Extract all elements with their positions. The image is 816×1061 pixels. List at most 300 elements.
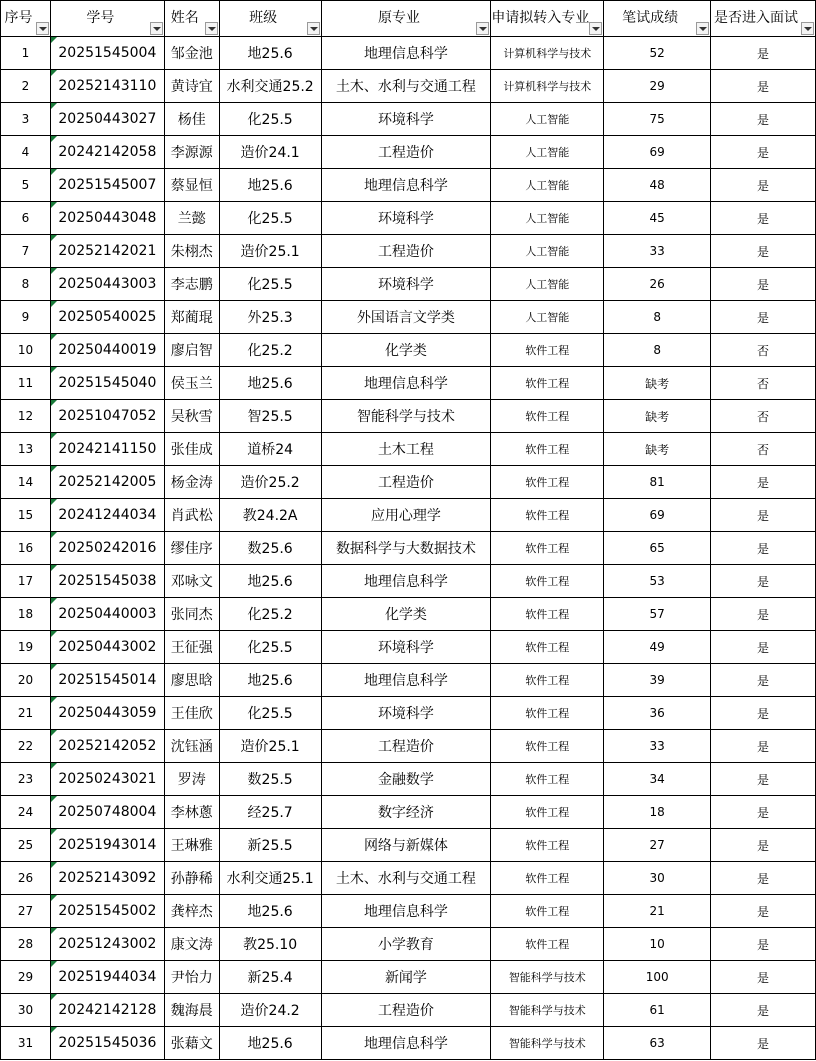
cell-interview[interactable] xyxy=(711,598,816,631)
cell-original-major[interactable] xyxy=(321,928,491,961)
cell-score[interactable] xyxy=(604,499,711,532)
cell-target-major[interactable] xyxy=(491,301,604,334)
cell-name[interactable] xyxy=(164,136,219,169)
cell-score[interactable] xyxy=(604,37,711,70)
cell-name[interactable] xyxy=(164,169,219,202)
cell-interview[interactable] xyxy=(711,829,816,862)
cell-original-major-text: 化学类 xyxy=(384,343,427,359)
cell-original-major[interactable] xyxy=(321,169,491,202)
cell-score[interactable] xyxy=(604,730,711,763)
cell-name[interactable] xyxy=(164,829,219,862)
filter-dropdown-icon[interactable] xyxy=(476,22,489,35)
cell-seq[interactable] xyxy=(1,796,51,829)
cell-seq[interactable] xyxy=(1,268,51,301)
cell-score[interactable] xyxy=(604,994,711,1027)
filter-dropdown-icon[interactable] xyxy=(205,22,218,35)
cell-name-text: 王佳欣 xyxy=(170,706,213,722)
cell-seq[interactable] xyxy=(1,763,51,796)
cell-original-major[interactable] xyxy=(321,631,491,664)
cell-seq[interactable] xyxy=(1,697,51,730)
cell-class[interactable] xyxy=(219,598,321,631)
cell-interview-text: 是 xyxy=(756,211,769,226)
cell-interview[interactable] xyxy=(711,235,816,268)
cell-original-major[interactable] xyxy=(321,862,491,895)
cell-original-major[interactable] xyxy=(321,697,491,730)
cell-class[interactable] xyxy=(219,301,321,334)
cell-original-major[interactable] xyxy=(321,235,491,268)
cell-seq[interactable] xyxy=(1,37,51,70)
cell-student-id[interactable] xyxy=(50,136,164,169)
cell-class[interactable] xyxy=(219,961,321,994)
cell-original-major[interactable] xyxy=(321,598,491,631)
cell-class[interactable] xyxy=(219,466,321,499)
cell-target-major-text: 人工智能 xyxy=(525,278,570,291)
cell-name[interactable] xyxy=(164,994,219,1027)
cell-name[interactable] xyxy=(164,103,219,136)
cell-target-major[interactable] xyxy=(491,862,604,895)
cell-target-major[interactable] xyxy=(491,499,604,532)
cell-interview[interactable] xyxy=(711,994,816,1027)
cell-original-major[interactable] xyxy=(321,433,491,466)
cell-target-major[interactable] xyxy=(491,664,604,697)
cell-target-major[interactable] xyxy=(491,235,604,268)
cell-interview[interactable] xyxy=(711,301,816,334)
cell-interview[interactable] xyxy=(711,697,816,730)
cell-student-id[interactable] xyxy=(50,268,164,301)
cell-original-major[interactable] xyxy=(321,895,491,928)
cell-name[interactable] xyxy=(164,37,219,70)
cell-interview[interactable] xyxy=(711,70,816,103)
cell-seq[interactable] xyxy=(1,598,51,631)
cell-interview[interactable] xyxy=(711,532,816,565)
cell-student-id[interactable] xyxy=(50,598,164,631)
filter-dropdown-icon[interactable] xyxy=(696,22,709,35)
cell-class[interactable] xyxy=(219,829,321,862)
cell-name-text: 张佳成 xyxy=(170,442,213,458)
cell-target-major-text: 软件工程 xyxy=(525,905,570,918)
cell-seq-text: 18 xyxy=(17,607,34,621)
cell-name[interactable] xyxy=(164,433,219,466)
cell-student-id[interactable] xyxy=(50,103,164,136)
filter-dropdown-icon[interactable] xyxy=(150,22,163,35)
cell-target-major[interactable] xyxy=(491,367,604,400)
cell-name[interactable] xyxy=(164,268,219,301)
cell-target-major[interactable] xyxy=(491,598,604,631)
cell-seq[interactable] xyxy=(1,433,51,466)
cell-target-major[interactable] xyxy=(491,334,604,367)
cell-score-text: 100 xyxy=(645,970,669,984)
cell-student-id[interactable] xyxy=(50,235,164,268)
cell-seq[interactable] xyxy=(1,301,51,334)
table-row xyxy=(1,763,816,796)
cell-seq[interactable] xyxy=(1,664,51,697)
cell-original-major[interactable] xyxy=(321,400,491,433)
cell-target-major[interactable] xyxy=(491,268,604,301)
cell-seq[interactable] xyxy=(1,334,51,367)
cell-class[interactable] xyxy=(219,37,321,70)
cell-target-major[interactable] xyxy=(491,169,604,202)
cell-name[interactable] xyxy=(164,928,219,961)
cell-student-id[interactable] xyxy=(50,895,164,928)
cell-name[interactable] xyxy=(164,202,219,235)
cell-interview[interactable] xyxy=(711,763,816,796)
cell-class[interactable] xyxy=(219,367,321,400)
cell-target-major[interactable] xyxy=(491,829,604,862)
cell-class[interactable] xyxy=(219,631,321,664)
cell-score[interactable] xyxy=(604,367,711,400)
cell-name-text: 朱栩杰 xyxy=(170,244,213,260)
cell-student-id[interactable] xyxy=(50,928,164,961)
cell-target-major[interactable] xyxy=(491,895,604,928)
cell-name-text: 廖启智 xyxy=(170,343,213,359)
cell-seq[interactable] xyxy=(1,235,51,268)
cell-interview[interactable] xyxy=(711,631,816,664)
cell-original-major-text: 地理信息科学 xyxy=(363,46,448,62)
cell-original-major[interactable] xyxy=(321,796,491,829)
cell-student-id-text: 20251047052 xyxy=(58,408,157,424)
cell-name[interactable] xyxy=(164,862,219,895)
cell-name[interactable] xyxy=(164,895,219,928)
cell-score[interactable] xyxy=(604,895,711,928)
cell-score-text: 49 xyxy=(649,640,665,654)
cell-original-major[interactable] xyxy=(321,466,491,499)
cell-interview[interactable] xyxy=(711,367,816,400)
cell-interview[interactable] xyxy=(711,202,816,235)
cell-original-major[interactable] xyxy=(321,70,491,103)
cell-target-major[interactable] xyxy=(491,796,604,829)
cell-seq[interactable] xyxy=(1,169,51,202)
cell-class[interactable] xyxy=(219,796,321,829)
cell-seq[interactable] xyxy=(1,532,51,565)
cell-student-id[interactable] xyxy=(50,961,164,994)
cell-student-id[interactable] xyxy=(50,565,164,598)
cell-target-major[interactable] xyxy=(491,37,604,70)
cell-name[interactable] xyxy=(164,532,219,565)
cell-interview-text: 是 xyxy=(756,244,769,259)
cell-original-major[interactable] xyxy=(321,301,491,334)
cell-name[interactable] xyxy=(164,367,219,400)
cell-student-id[interactable] xyxy=(50,70,164,103)
cell-name-text: 邹金池 xyxy=(170,46,213,62)
cell-name-text: 侯玉兰 xyxy=(170,376,213,392)
cell-student-id[interactable] xyxy=(50,730,164,763)
cell-interview[interactable] xyxy=(711,433,816,466)
cell-name[interactable] xyxy=(164,697,219,730)
cell-interview[interactable] xyxy=(711,136,816,169)
cell-class[interactable] xyxy=(219,136,321,169)
cell-class[interactable] xyxy=(219,532,321,565)
cell-seq-text: 26 xyxy=(17,871,34,885)
cell-class[interactable] xyxy=(219,1027,321,1060)
cell-target-major[interactable] xyxy=(491,136,604,169)
cell-interview[interactable] xyxy=(711,862,816,895)
cell-student-id[interactable] xyxy=(50,202,164,235)
cell-seq[interactable] xyxy=(1,928,51,961)
cell-seq[interactable] xyxy=(1,730,51,763)
cell-score[interactable] xyxy=(604,400,711,433)
cell-interview[interactable] xyxy=(711,1027,816,1060)
cell-original-major[interactable] xyxy=(321,763,491,796)
cell-interview-text: 是 xyxy=(756,574,769,589)
cell-score[interactable] xyxy=(604,697,711,730)
table-row xyxy=(1,169,816,202)
cell-class[interactable] xyxy=(219,697,321,730)
cell-class[interactable] xyxy=(219,763,321,796)
cell-score[interactable] xyxy=(604,169,711,202)
cell-original-major[interactable] xyxy=(321,499,491,532)
cell-score-text: 63 xyxy=(649,1036,665,1050)
cell-class[interactable] xyxy=(219,895,321,928)
cell-score[interactable] xyxy=(604,466,711,499)
cell-student-id[interactable] xyxy=(50,400,164,433)
cell-seq[interactable] xyxy=(1,103,51,136)
cell-name[interactable] xyxy=(164,796,219,829)
cell-interview[interactable] xyxy=(711,334,816,367)
cell-target-major[interactable] xyxy=(491,70,604,103)
cell-class[interactable] xyxy=(219,730,321,763)
cell-score[interactable] xyxy=(604,796,711,829)
cell-name[interactable] xyxy=(164,565,219,598)
cell-original-major[interactable] xyxy=(321,268,491,301)
cell-original-major[interactable] xyxy=(321,367,491,400)
cell-score[interactable] xyxy=(604,961,711,994)
cell-class[interactable] xyxy=(219,433,321,466)
cell-target-major-text: 软件工程 xyxy=(525,641,570,654)
cell-score-text: 30 xyxy=(649,871,665,885)
cell-target-major[interactable] xyxy=(491,928,604,961)
cell-seq[interactable] xyxy=(1,994,51,1027)
cell-original-major[interactable] xyxy=(321,961,491,994)
cell-score[interactable] xyxy=(604,268,711,301)
cell-original-major[interactable] xyxy=(321,334,491,367)
cell-interview[interactable] xyxy=(711,928,816,961)
cell-score[interactable] xyxy=(604,928,711,961)
header-target-major xyxy=(491,1,604,37)
cell-interview[interactable] xyxy=(711,796,816,829)
cell-class[interactable] xyxy=(219,664,321,697)
cell-target-major[interactable] xyxy=(491,730,604,763)
cell-score[interactable] xyxy=(604,532,711,565)
cell-target-major[interactable] xyxy=(491,961,604,994)
cell-score[interactable] xyxy=(604,202,711,235)
cell-interview-text: 是 xyxy=(756,706,769,721)
cell-original-major[interactable] xyxy=(321,664,491,697)
cell-student-id[interactable] xyxy=(50,862,164,895)
cell-student-id[interactable] xyxy=(50,367,164,400)
cell-class[interactable] xyxy=(219,70,321,103)
cell-student-id[interactable] xyxy=(50,763,164,796)
cell-class[interactable] xyxy=(219,565,321,598)
cell-seq-text: 9 xyxy=(21,310,30,324)
cell-student-id[interactable] xyxy=(50,37,164,70)
cell-name[interactable] xyxy=(164,664,219,697)
cell-class[interactable] xyxy=(219,169,321,202)
cell-class-text: 造价25.1 xyxy=(240,739,300,755)
cell-target-major[interactable] xyxy=(491,433,604,466)
cell-interview[interactable] xyxy=(711,400,816,433)
cell-interview[interactable] xyxy=(711,730,816,763)
cell-class[interactable] xyxy=(219,334,321,367)
cell-target-major-text: 软件工程 xyxy=(525,674,570,687)
cell-name[interactable] xyxy=(164,631,219,664)
cell-score[interactable] xyxy=(604,334,711,367)
cell-target-major[interactable] xyxy=(491,400,604,433)
cell-seq[interactable] xyxy=(1,70,51,103)
cell-score-text: 48 xyxy=(649,178,665,192)
cell-student-id[interactable] xyxy=(50,499,164,532)
cell-target-major[interactable] xyxy=(491,565,604,598)
cell-interview[interactable] xyxy=(711,565,816,598)
cell-student-id[interactable] xyxy=(50,532,164,565)
cell-score[interactable] xyxy=(604,631,711,664)
cell-score[interactable] xyxy=(604,862,711,895)
cell-interview[interactable] xyxy=(711,895,816,928)
cell-score-text: 69 xyxy=(649,145,665,159)
cell-class[interactable] xyxy=(219,103,321,136)
cell-name[interactable] xyxy=(164,334,219,367)
cell-seq[interactable] xyxy=(1,829,51,862)
cell-class[interactable] xyxy=(219,994,321,1027)
cell-original-major-text: 环境科学 xyxy=(377,277,434,293)
cell-target-major-text: 软件工程 xyxy=(525,806,570,819)
cell-target-major[interactable] xyxy=(491,763,604,796)
cell-interview-text: 是 xyxy=(756,772,769,787)
cell-interview[interactable] xyxy=(711,169,816,202)
cell-original-major[interactable] xyxy=(321,103,491,136)
cell-target-major[interactable] xyxy=(491,994,604,1027)
cell-score[interactable] xyxy=(604,1027,711,1060)
cell-interview[interactable] xyxy=(711,664,816,697)
cell-original-major[interactable] xyxy=(321,565,491,598)
cell-score-text: 36 xyxy=(649,706,665,720)
cell-original-major[interactable] xyxy=(321,202,491,235)
cell-seq[interactable] xyxy=(1,565,51,598)
cell-score[interactable] xyxy=(604,664,711,697)
cell-original-major[interactable] xyxy=(321,829,491,862)
cell-score[interactable] xyxy=(604,598,711,631)
cell-name-text: 缪佳序 xyxy=(170,541,213,557)
cell-interview[interactable] xyxy=(711,961,816,994)
cell-name[interactable] xyxy=(164,301,219,334)
cell-student-id[interactable] xyxy=(50,697,164,730)
cell-name[interactable] xyxy=(164,730,219,763)
cell-student-id[interactable] xyxy=(50,169,164,202)
cell-name[interactable] xyxy=(164,70,219,103)
cell-original-major[interactable] xyxy=(321,994,491,1027)
header-score-label: 笔试成绩 xyxy=(622,10,679,26)
cell-class[interactable] xyxy=(219,499,321,532)
cell-score-text: 21 xyxy=(649,904,665,918)
cell-seq[interactable] xyxy=(1,136,51,169)
cell-target-major-text: 软件工程 xyxy=(525,575,570,588)
cell-name[interactable] xyxy=(164,1027,219,1060)
cell-class[interactable] xyxy=(219,235,321,268)
cell-class[interactable] xyxy=(219,400,321,433)
cell-score[interactable] xyxy=(604,829,711,862)
cell-name[interactable] xyxy=(164,235,219,268)
cell-seq[interactable] xyxy=(1,202,51,235)
cell-class[interactable] xyxy=(219,202,321,235)
cell-target-major[interactable] xyxy=(491,631,604,664)
cell-student-id[interactable] xyxy=(50,796,164,829)
cell-seq[interactable] xyxy=(1,895,51,928)
cell-score[interactable] xyxy=(604,136,711,169)
cell-seq[interactable] xyxy=(1,466,51,499)
cell-target-major[interactable] xyxy=(491,697,604,730)
cell-student-id[interactable] xyxy=(50,433,164,466)
cell-seq[interactable] xyxy=(1,400,51,433)
cell-name[interactable] xyxy=(164,466,219,499)
cell-student-id[interactable] xyxy=(50,1027,164,1060)
cell-interview[interactable] xyxy=(711,103,816,136)
cell-interview[interactable] xyxy=(711,268,816,301)
cell-student-id[interactable] xyxy=(50,631,164,664)
cell-class[interactable] xyxy=(219,928,321,961)
cell-name-text: 廖思晗 xyxy=(170,673,213,689)
cell-original-major[interactable] xyxy=(321,136,491,169)
filter-dropdown-icon[interactable] xyxy=(589,22,602,35)
cell-seq[interactable] xyxy=(1,1027,51,1060)
cell-interview[interactable] xyxy=(711,37,816,70)
cell-seq[interactable] xyxy=(1,367,51,400)
cell-score[interactable] xyxy=(604,70,711,103)
filter-dropdown-icon[interactable] xyxy=(801,22,814,35)
cell-name[interactable] xyxy=(164,400,219,433)
cell-original-major[interactable] xyxy=(321,37,491,70)
cell-student-id[interactable] xyxy=(50,301,164,334)
cell-name[interactable] xyxy=(164,763,219,796)
cell-target-major[interactable] xyxy=(491,202,604,235)
cell-seq-text: 27 xyxy=(17,904,34,918)
cell-seq[interactable] xyxy=(1,499,51,532)
table-row xyxy=(1,1027,816,1060)
cell-original-major[interactable] xyxy=(321,1027,491,1060)
cell-score[interactable] xyxy=(604,103,711,136)
cell-interview[interactable] xyxy=(711,466,816,499)
cell-original-major[interactable] xyxy=(321,730,491,763)
cell-target-major[interactable] xyxy=(491,1027,604,1060)
cell-seq[interactable] xyxy=(1,631,51,664)
cell-class[interactable] xyxy=(219,862,321,895)
cell-name-text: 张藉文 xyxy=(170,1036,213,1052)
cell-name[interactable] xyxy=(164,598,219,631)
cell-target-major[interactable] xyxy=(491,466,604,499)
cell-student-id[interactable] xyxy=(50,829,164,862)
cell-student-id[interactable] xyxy=(50,334,164,367)
cell-score[interactable] xyxy=(604,301,711,334)
cell-score[interactable] xyxy=(604,565,711,598)
cell-name[interactable] xyxy=(164,961,219,994)
filter-dropdown-icon[interactable] xyxy=(36,22,49,35)
cell-original-major[interactable] xyxy=(321,532,491,565)
cell-class[interactable] xyxy=(219,268,321,301)
cell-target-major[interactable] xyxy=(491,532,604,565)
cell-seq[interactable] xyxy=(1,862,51,895)
cell-student-id[interactable] xyxy=(50,664,164,697)
cell-name[interactable] xyxy=(164,499,219,532)
cell-interview-text: 是 xyxy=(756,145,769,160)
header-name xyxy=(164,1,219,37)
cell-target-major[interactable] xyxy=(491,103,604,136)
cell-score[interactable] xyxy=(604,235,711,268)
cell-student-id[interactable] xyxy=(50,466,164,499)
cell-score[interactable] xyxy=(604,763,711,796)
cell-seq[interactable] xyxy=(1,961,51,994)
cell-student-id[interactable] xyxy=(50,994,164,1027)
filter-dropdown-icon[interactable] xyxy=(307,22,320,35)
cell-interview[interactable] xyxy=(711,499,816,532)
cell-score[interactable] xyxy=(604,433,711,466)
